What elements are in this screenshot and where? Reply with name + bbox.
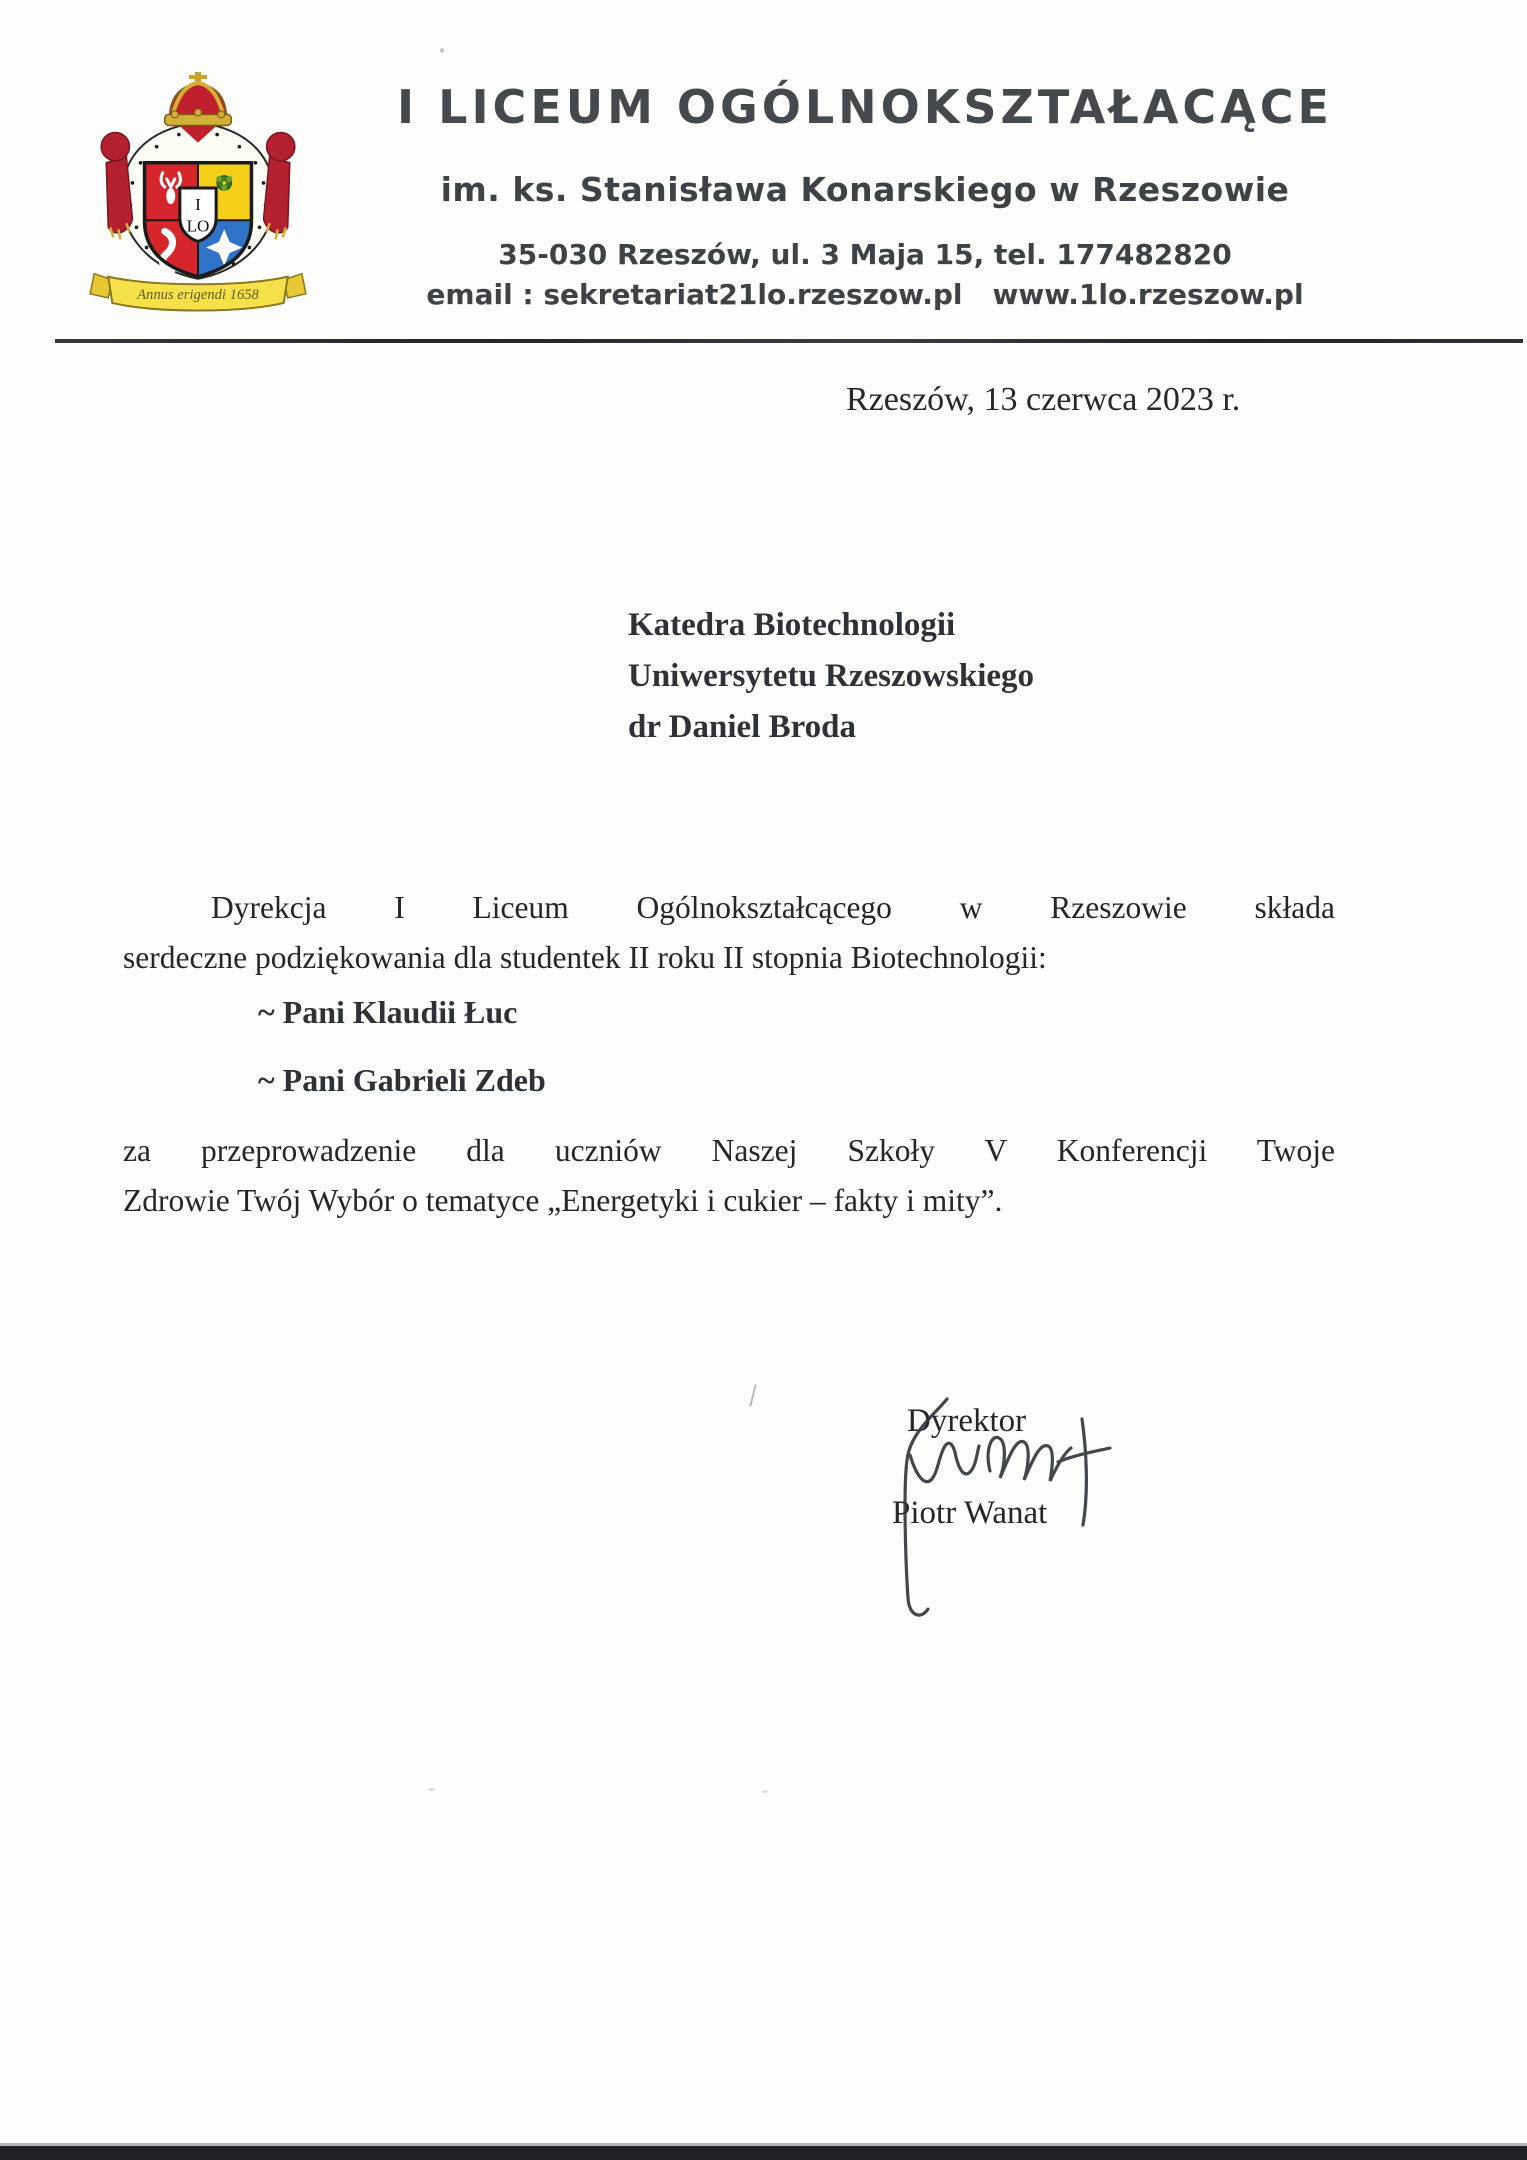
paragraph-line: za przeprowadzenie dla uczniów Naszej Szkoły V Konferencji Twoje (123, 1133, 1335, 1168)
recipient-university: Uniwersytetu Rzeszowskiego (628, 658, 1035, 694)
scan-stray-mark (749, 1384, 757, 1407)
paragraph-line: Zdrowie Twój Wybór o tematyce „Energetyki i cukier – fakty i mity”. (123, 1183, 1003, 1218)
school-address-line: 35-030 Rzeszów, ul. 3 Maja 15, tel. 177482820 (498, 238, 1232, 271)
crest-inner-shield (180, 188, 216, 241)
thanked-students-list (258, 993, 546, 1129)
school-email: email : sekretariat21lo.rzeszow.pl (426, 278, 963, 311)
school-patron-line: im. ks. Stanisława Konarskiego w Rzeszowie (440, 170, 1290, 209)
header-divider-rule (55, 339, 1523, 343)
school-name: I LICEUM OGÓLNOKSZTAŁACĄCE (397, 80, 1333, 134)
body-paragraph-1 (123, 883, 1335, 983)
paragraph-line: serdeczne podziękowania dla studentek II roku II stopnia Biotechnologii: (123, 940, 1047, 975)
crest-left-drape (101, 133, 132, 240)
school-website: www.1lo.rzeszow.pl (992, 278, 1304, 311)
school-crest-icon (82, 70, 314, 312)
crest-crown (165, 72, 232, 125)
list-item: ~ Pani Gabrieli Zdeb (258, 1062, 546, 1098)
signature-name: Piotr Wanat (892, 1495, 1048, 1531)
school-contact-line (330, 278, 1400, 311)
recipient-block (628, 600, 1034, 753)
signature-title: Dyrektor (907, 1403, 1027, 1439)
letter-date: Rzeszów, 13 czerwca 2023 r. (846, 381, 1241, 418)
recipient-person: dr Daniel Broda (628, 709, 856, 745)
signature-block (850, 1385, 1160, 1655)
crest-letters-lo: LO (186, 216, 210, 236)
scan-speck (762, 1790, 768, 1793)
body-paragraph-2 (123, 1126, 1335, 1226)
handwritten-signature (850, 1385, 1160, 1655)
scan-speck (440, 48, 444, 53)
list-item: ~ Pani Klaudii Łuc (258, 994, 518, 1030)
recipient-department: Katedra Biotechnologii (628, 607, 956, 643)
scanner-edge-shadow (0, 2146, 1527, 2160)
crest-right-drape (264, 133, 295, 240)
paragraph-line: Dyrekcja I Liceum Ogólnokształcącego w Rzeszowie składa (211, 890, 1335, 925)
scan-speck (428, 1788, 435, 1791)
crest-letter-i: I (195, 195, 201, 215)
crest-banner-text: Annus erigendi 1658 (137, 286, 259, 303)
